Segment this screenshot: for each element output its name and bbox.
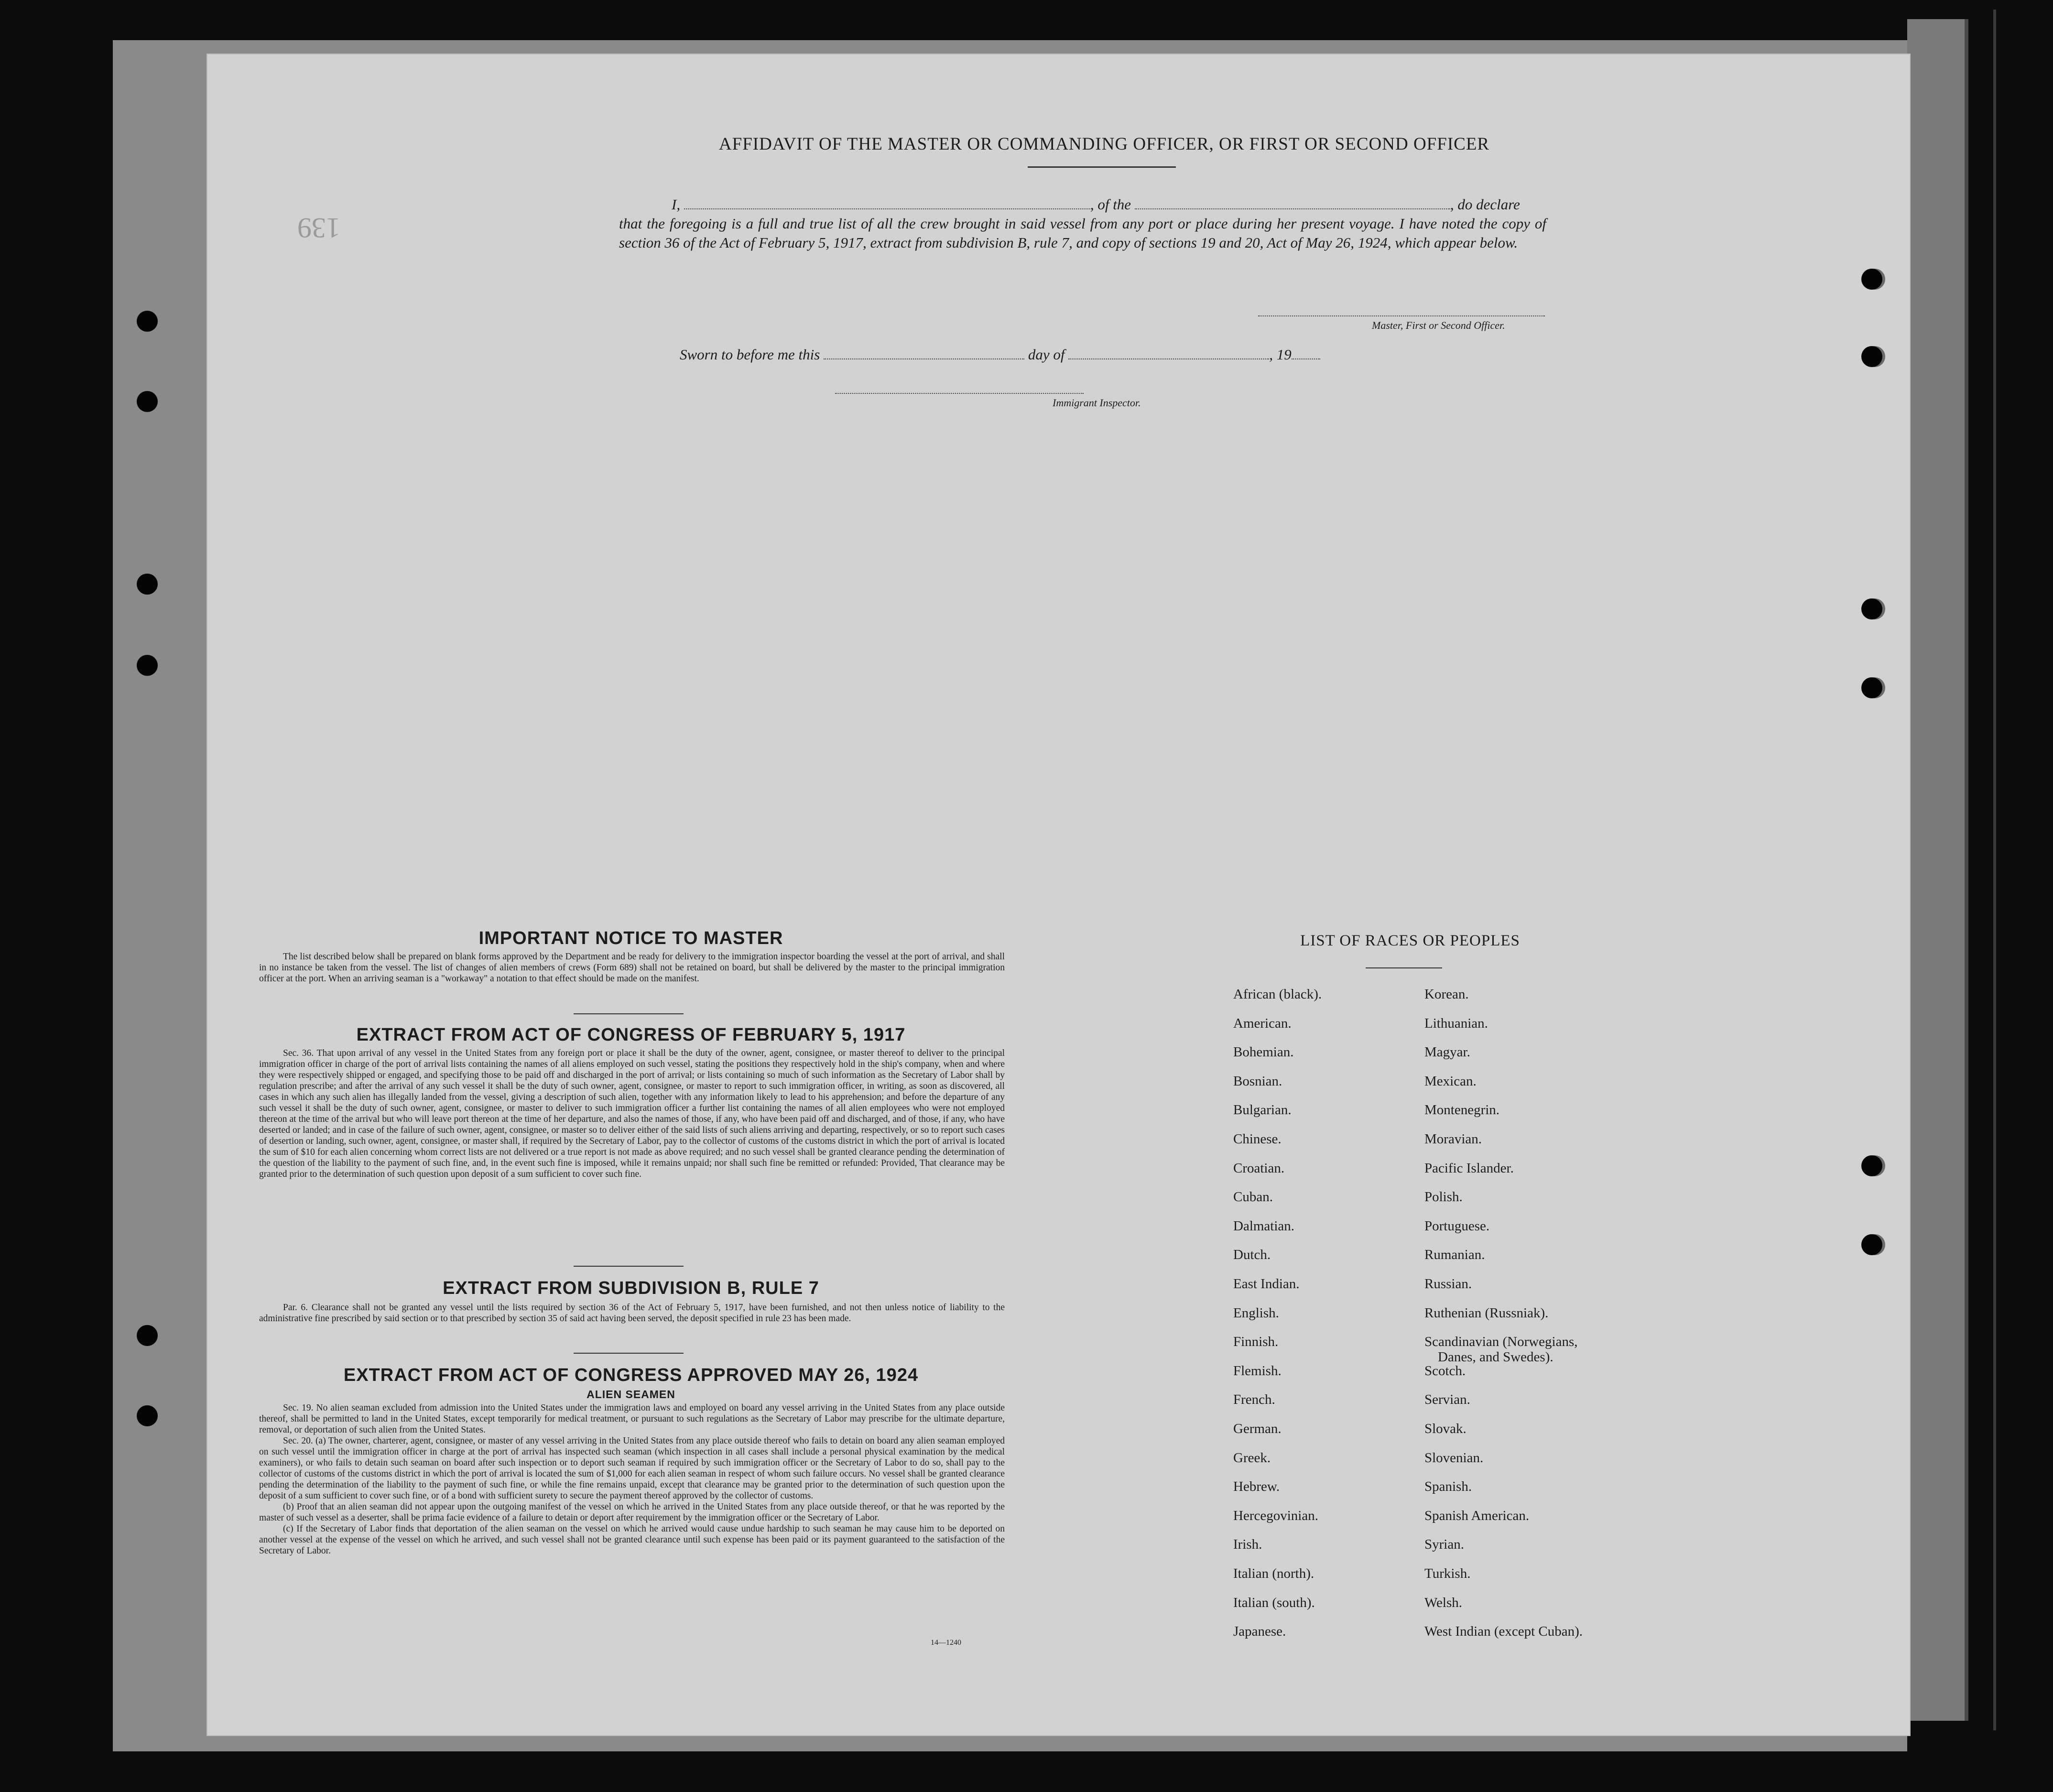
binder-hole	[1861, 598, 1882, 619]
race-item: Dutch.	[1233, 1247, 1271, 1263]
inspector-signature-label: Immigrant Inspector.	[1053, 397, 1141, 409]
race-item: German.	[1233, 1421, 1282, 1436]
sec-20a-text: Sec. 20. (a) The owner, charterer, agent, consignee, or master of any vessel arriving in the United States from any place outside thereof who fails to detain on board any alien seaman employed on such vessel until the immigration officer in charge at the port of arrival has inspected such seaman (which inspection in all cases shall include a personal physical examination by the medical examiners), or who fails to detain such seaman on board after such inspection or to deport such seaman if required by such immigration officer or the Secretary of Labor to do so, shall pay to the collector of customs of the customs district in which the port of arrival is located the sum of $1,000 for each alien seaman in respect of whom such failure occurs. No vessel shall be granted clearance pending the determination of the liability to the payment of such fine, or while the fine remains unpaid, except that clearance may be granted prior to the determination of such question upon the deposit of a sum sufficient to cover such fine, or of a bond with sufficient surety to secure the payment thereof approved by the collector of customs.	[259, 1436, 1005, 1501]
sheet-edge-line	[1993, 10, 1996, 1730]
race-item: Irish.	[1233, 1537, 1262, 1553]
race-item: Bohemian.	[1233, 1044, 1294, 1060]
master-signature-label: Master, First or Second Officer.	[1372, 319, 1505, 331]
binder-hole	[1861, 1155, 1882, 1176]
notice-heading: IMPORTANT NOTICE TO MASTER	[478, 928, 783, 948]
race-item: American.	[1233, 1015, 1292, 1031]
extract-1924-subheading: ALIEN SEAMEN	[587, 1388, 675, 1401]
race-item: Finnish.	[1233, 1334, 1279, 1350]
race-item: Bosnian.	[1233, 1073, 1282, 1089]
affidavit-body: that the foregoing is a full and true list of all the crew brought in said vessel from any port or place during her present voyage. I have noted the copy of section 36 of the Act of February 5, 1917, extract from subdivision B, rule 7, and copy of sections 19 and 20, Act of May 26, 1924, which appear below.	[619, 215, 1546, 251]
divider	[1366, 967, 1442, 968]
race-item: Slovak.	[1424, 1421, 1466, 1436]
stamp-number: 139	[297, 212, 340, 244]
race-item: Lithuanian.	[1424, 1015, 1488, 1031]
race-item: Greek.	[1233, 1450, 1271, 1466]
extract-1917-text: Sec. 36. That upon arrival of any vessel in the United States from any foreign port or place it shall be the duty of the owner, agent, consignee, or master thereof to deliver to the principal immigration officer in charge of the port of arrival lists containing the names of all aliens employed on such vessel, stating the positions they respectively hold in the ship's company, when and where they were respectively shipped or engaged, and specifying those to be paid off and discharged in the port of arrival; or lists containing so much of such information as the Secretary of Labor shall by regulation prescribe; and after the arrival of any such vessel it shall be the duty of such owner, agent, consignee, or master to report to such immigration officer, in writing, as soon as discovered, all cases in which any such alien has illegally landed from the vessel, giving a description of such alien, together with any information likely to lead to his apprehension; and before the departure of any such vessel it shall be the duty of such owner, agent, consignee, or master to deliver to such immigration officer a further list containing the names of all alien employees who were not employed thereon at the time of the arrival but who will leave port thereon at the time of her departure, and also the names of those, if any, who have been paid off and discharged, and of those, if any, who have deserted or landed; and in case of the failure of such owner, agent, consignee, or master so to deliver either of the said lists of such aliens arriving and departing, respectively, or so to report such cases of desertion or landing, such owner, agent, consignee, or master shall, if required by the Secretary of Labor, pay to the collector of customs of the customs district in which the port of arrival is located the sum of $10 for each alien concerning whom correct lists are not delivered or a true report is not made as above required; and no such vessel shall be granted clearance pending the determination of the question of the liability to the payment of such fine, and, in the event such fine is imposed, while it remains unpaid; nor shall such fine be remitted or refunded: Provided, That clearance may be granted prior to the determination of such question upon deposit of a sum sufficient to cover such fine.	[259, 1048, 1005, 1179]
race-item: Cuban.	[1233, 1189, 1273, 1205]
of-the-label: , of the	[1090, 196, 1131, 213]
race-item: East Indian.	[1233, 1276, 1300, 1292]
race-item: Scandinavian (Norwegians,	[1424, 1334, 1578, 1350]
race-item: Spanish.	[1424, 1479, 1472, 1495]
divider	[574, 1013, 684, 1014]
affidavit-declaration	[619, 195, 1546, 252]
race-item: Mexican.	[1424, 1073, 1477, 1089]
do-declare-label: , do declare	[1450, 196, 1520, 213]
race-item: Bulgarian.	[1233, 1102, 1292, 1118]
name-field[interactable]	[684, 196, 1090, 209]
sworn-month-field[interactable]	[1068, 346, 1269, 359]
extract-1917-heading: EXTRACT FROM ACT OF CONGRESS OF FEBRUARY 5, 1917	[356, 1025, 906, 1045]
race-item: Hebrew.	[1233, 1479, 1280, 1495]
race-item: Italian (north).	[1233, 1566, 1314, 1581]
race-item: Moravian.	[1424, 1131, 1482, 1147]
race-item: Flemish.	[1233, 1363, 1282, 1379]
vessel-field[interactable]	[1135, 196, 1450, 209]
inspector-signature-line[interactable]	[835, 393, 1084, 394]
race-item: Croatian.	[1233, 1160, 1285, 1176]
sworn-day-field[interactable]	[824, 346, 1024, 359]
race-item: Pacific Islander.	[1424, 1160, 1514, 1176]
race-item: Chinese.	[1233, 1131, 1282, 1147]
race-item: Spanish American.	[1424, 1508, 1530, 1523]
divider	[574, 1266, 684, 1267]
extract-rule7-text: Par. 6. Clearance shall not be granted any vessel until the lists required by section 36 of the Act of February 5, 1917, have been furnished, and not then unless notice of liability to the administrative fine prescribed by said section or to that prescribed by section 35 of said act having been served, the deposit specified in rule 23 has been made.	[259, 1303, 1005, 1324]
binder-hole	[137, 1405, 158, 1426]
race-item: West Indian (except Cuban).	[1424, 1624, 1583, 1640]
race-item: Polish.	[1424, 1189, 1463, 1205]
binder-hole	[1861, 677, 1882, 698]
race-item: Danes, and Swedes).	[1438, 1349, 1553, 1365]
race-item: Slovenian.	[1424, 1450, 1484, 1466]
race-item: Korean.	[1424, 987, 1469, 1002]
binder-hole	[137, 391, 158, 412]
extract-1924-heading: EXTRACT FROM ACT OF CONGRESS APPROVED MAY 26, 1924	[343, 1365, 919, 1385]
sheet-edge-line	[1965, 19, 1968, 1721]
race-item: French.	[1233, 1392, 1275, 1408]
race-item: Servian.	[1424, 1392, 1470, 1408]
form-sheet	[206, 54, 1911, 1736]
race-item: Japanese.	[1233, 1624, 1286, 1640]
sec-20b-text: (b) Proof that an alien seaman did not appear upon the outgoing manifest of the vessel on which he arrived in the United States from any place outside thereof, or that he was reported by the master of such vessel as a deserter, shall be prima facie evidence of a failure to detain or deport after requirement by the immigration officer or the Secretary of Labor.	[259, 1502, 1005, 1523]
extract-1924-text	[259, 1402, 1005, 1556]
i-label: I,	[672, 196, 681, 213]
master-signature-line[interactable]	[1258, 315, 1545, 316]
race-item: Turkish.	[1424, 1566, 1471, 1581]
binder-hole	[137, 1325, 158, 1346]
race-item: Russian.	[1424, 1276, 1472, 1292]
race-item: Italian (south).	[1233, 1595, 1315, 1610]
race-item: Dalmatian.	[1233, 1218, 1295, 1234]
race-item: English.	[1233, 1305, 1279, 1321]
binder-hole	[137, 574, 158, 595]
race-item: Rumanian.	[1424, 1247, 1485, 1263]
binder-hole	[137, 311, 158, 332]
form-number: 14—1240	[931, 1639, 961, 1647]
binder-hole	[1861, 269, 1882, 290]
binder-hole	[1861, 1234, 1882, 1255]
race-item: Scotch.	[1424, 1363, 1466, 1379]
affidavit-title: AFFIDAVIT OF THE MASTER OR COMMANDING OFFICER, OR FIRST OR SECOND OFFICER	[718, 134, 1490, 154]
race-item: Syrian.	[1424, 1537, 1464, 1553]
race-item: Ruthenian (Russniak).	[1424, 1305, 1549, 1321]
binder-hole	[1861, 346, 1882, 367]
binder-hole	[137, 655, 158, 676]
sworn-label: Sworn to before me this	[680, 346, 820, 363]
sworn-year-field[interactable]	[1292, 346, 1320, 359]
race-item: Hercegovinian.	[1233, 1508, 1318, 1523]
day-of-label: day of	[1028, 346, 1065, 363]
backing-sheet-edge	[1907, 19, 1965, 1721]
race-item: African (black).	[1233, 987, 1322, 1002]
race-item: Montenegrin.	[1424, 1102, 1500, 1118]
extract-rule7-heading: EXTRACT FROM SUBDIVISION B, RULE 7	[443, 1278, 819, 1298]
divider	[1028, 166, 1176, 168]
race-item: Portuguese.	[1424, 1218, 1490, 1234]
race-item: Magyar.	[1424, 1044, 1470, 1060]
races-title: LIST OF RACES OR PEOPLES	[1300, 932, 1520, 949]
notice-text: The list described below shall be prepared on blank forms approved by the Department and be ready for delivery to the immigration inspector boarding the vessel at the port of arrival, and shall in no instance be taken from the vessel. The list of changes of alien members of crews (Form 689) shall not be retained on board, but shall be delivered by the master to the principal immigration officer at the port. When an arriving seaman is a "workaway" a notation to that effect should be made on the manifest.	[259, 952, 1005, 984]
race-item: Welsh.	[1424, 1595, 1463, 1610]
divider	[574, 1353, 684, 1354]
sec-19-text: Sec. 19. No alien seaman excluded from admission into the United States under the immigration laws and employed on board any vessel arriving in the United States from any place outside thereof, shall be permitted to land in the United States, except temporarily for medical treatment, or pursuant to such regulations as the Secretary of Labor may prescribe for the ultimate departure, removal, or deportation of such alien from the United States.	[259, 1403, 1005, 1435]
sworn-line	[680, 346, 1320, 363]
year-label: , 19	[1269, 346, 1292, 363]
sec-20c-text: (c) If the Secretary of Labor finds that deportation of the alien seaman on the vessel on which he arrived would cause undue hardship to such seaman he may cause him to be deported on another vessel at the expense of the vessel on which he arrived, and such vessel shall not be granted clearance until such expense has been paid or its payment guaranteed to the satisfaction of the Secretary of Labor.	[259, 1524, 1005, 1556]
